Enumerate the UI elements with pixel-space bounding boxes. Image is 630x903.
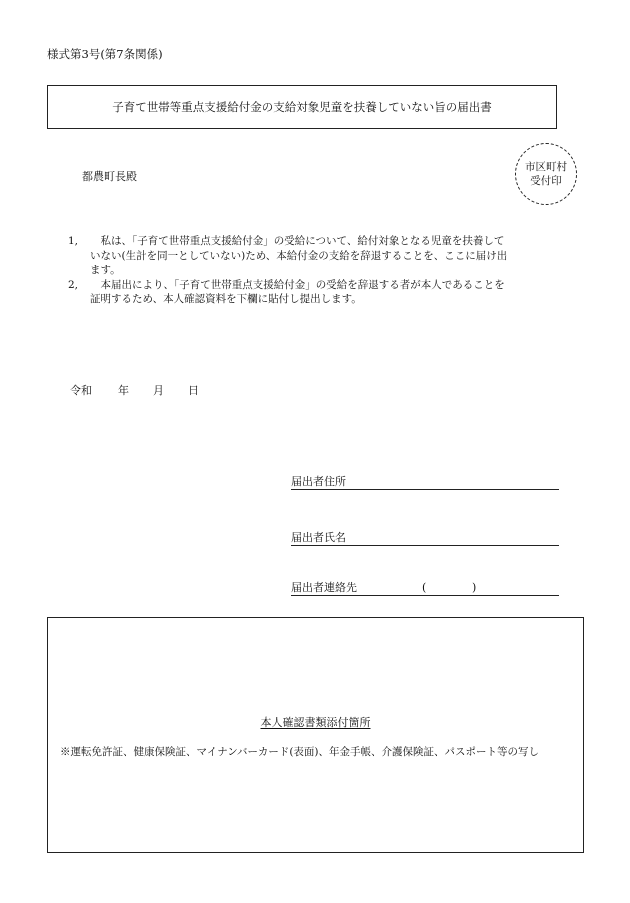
- addressee: 都農町長殿: [82, 170, 137, 183]
- applicant-contact-label: 届出者連絡先: [291, 581, 357, 594]
- item-text-line: いない(生計を同一としていない)ため、本給付金の支給を辞退することを、ここに届け出: [90, 249, 508, 262]
- applicant-address-label: 届出者住所: [291, 475, 346, 488]
- declaration-items: [68, 234, 568, 307]
- item-number: 2,: [68, 278, 79, 291]
- contact-paren-close: ): [472, 581, 477, 594]
- date-month-label: 月: [153, 384, 164, 397]
- document-title: 子育て世帯等重点支援給付金の支給対象児童を扶養していない旨の届出書: [112, 100, 492, 114]
- item-number: 1,: [68, 235, 79, 247]
- id-section-note: ※運転免許証、健康保険証、マイナンバーカード(表面)、年金手帳、介護保険証、パスポート等の写し: [60, 746, 540, 758]
- applicant-address-field[interactable]: [291, 475, 559, 490]
- item-text-line: 証明するため、本人確認資料を下欄に貼付し提出します。: [90, 293, 362, 305]
- form-number: 様式第3号(第7条関係): [47, 47, 163, 61]
- declaration-item-1: [68, 234, 568, 278]
- document-title-box: [47, 85, 557, 129]
- date-year-label: 年: [118, 384, 129, 397]
- item-text-line: ます。: [90, 264, 121, 276]
- date-day-label: 日: [188, 384, 199, 397]
- applicant-name-label: 届出者氏名: [291, 531, 346, 544]
- declaration-item-2: [68, 278, 568, 307]
- applicant-name-field[interactable]: [291, 531, 559, 546]
- applicant-contact-field[interactable]: [291, 581, 559, 596]
- item-text-line: 私は、「子育て世帯重点支援給付金」の受給について、給付対象となる児童を扶養して: [100, 235, 505, 247]
- id-document-attachment-area: [47, 617, 584, 853]
- date-row: [70, 382, 199, 398]
- contact-paren-open: (: [422, 581, 427, 594]
- reception-stamp-area: [515, 143, 577, 205]
- date-era: 令和: [70, 384, 92, 397]
- stamp-line-2: 受付印: [530, 175, 562, 187]
- id-section-title: 本人確認書類添付箇所: [260, 716, 371, 729]
- item-text-line: 本届出により、「子育て世帯重点支援給付金」の受給を辞退する者が本人であることを: [100, 278, 505, 291]
- stamp-line-1: 市区町村: [525, 161, 567, 173]
- id-section-title-wrap: [48, 714, 583, 730]
